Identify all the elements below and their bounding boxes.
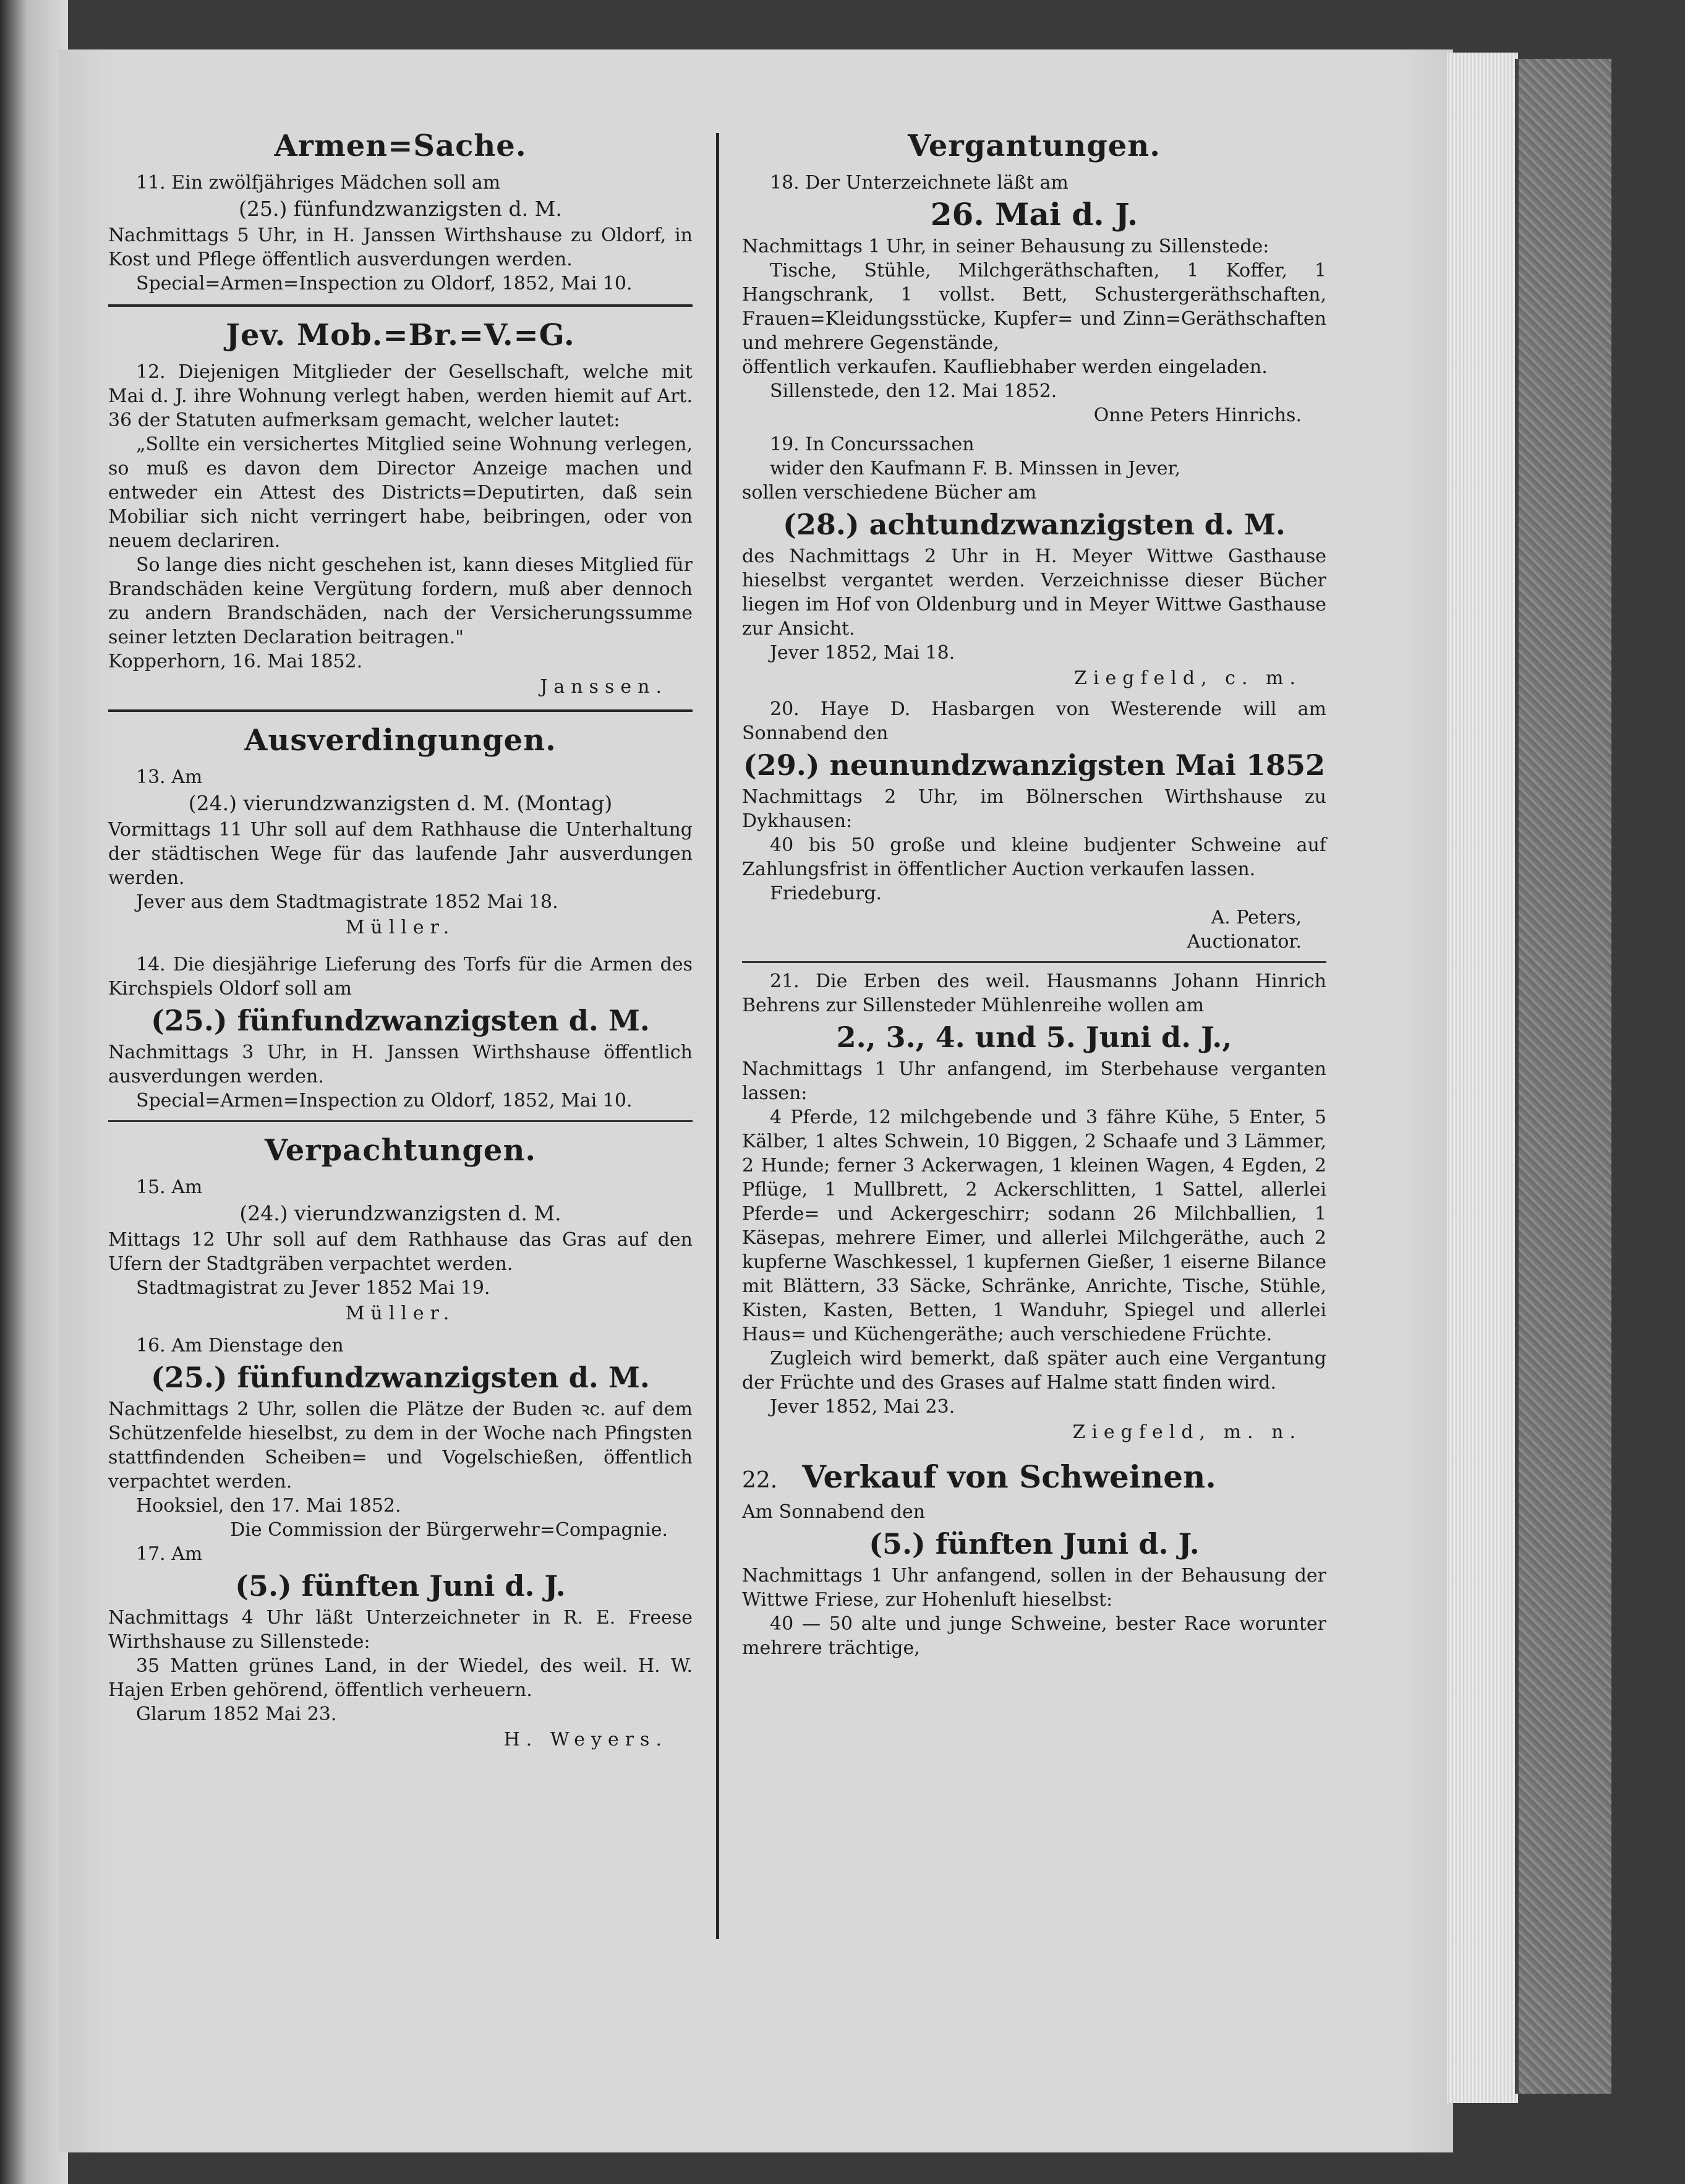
- notice-20-date: (29.) neunundzwanzigsten Mai 1852: [743, 748, 1326, 782]
- notice-17-date: (5.) fünften Juni d. J.: [235, 1569, 566, 1603]
- notice-21-date: 2., 3., 4. und 5. Juni d. J.,: [836, 1021, 1232, 1054]
- notice-21-items: 4 Pferde, 12 milchgebende und 3 fähre Kühe, 5 Enter, 5 Kälber, 1 altes Schwein, 10 Biggen, 2 Schaafe und 3 Lämmer, 2 Hunde; ferner 3 Ackerwagen, 1 kleinen Wagen, 4 Egden, 2 Pflüge, 1 Mullbrett, 2 Ackerschlitten, 1 Sattel, allerlei Pferde= und Ackergeschirr; sodann 26 Milchballien, 1 Käsepas, mehrere Eimer, und allerlei Milchgeräthe, auch 2 kupferne Waschkessel, 1 kupfernen Gießer, 1 eiserne Bilance mit Blättern, 33 Säcke, Schränke, Anrichte, Tische, Stühle, Kisten, Kasten, Betten, 1 Wanduhr, Spiegel und allerlei Haus= und Küchengeräthe; auch verschiedene Früchte.: [742, 1107, 1326, 1345]
- section-rule: [108, 304, 693, 307]
- notice-12-intro: 12. Diejenigen Mitglieder der Gesellschaft, welche mit Mai d. J. ihre Wohnung verlegt haben, werden hiemit auf Art. 36 der Statuten aufmerksam gemacht, welcher lautet:: [108, 361, 693, 431]
- section-heading-ausverdingungen: Ausverdingungen.: [244, 723, 557, 758]
- notice-14-body: Nachmittags 3 Uhr, in H. Janssen Wirthshause öffentlich ausverdungen werden.: [108, 1042, 693, 1087]
- section-rule: [108, 1120, 693, 1122]
- notice-17-items: 35 Matten grünes Land, in der Wiedel, des weil. H. W. Hajen Erben gehörend, öffentlich verheuern.: [108, 1655, 693, 1701]
- notice-14-intro: 14. Die diesjährige Lieferung des Torfs für die Armen des Kirchspiels Oldorf soll am: [108, 954, 693, 1000]
- notice-16-signature: Die Commission der Bürgerwehr=Compagnie.: [230, 1519, 668, 1541]
- notice-20-items: 40 bis 50 große und kleine budjenter Schweine auf Zahlungsfrist in öffentlicher Auction verkaufen lassen.: [742, 834, 1326, 880]
- notice-19-case: wider den Kaufmann F. B. Minssen in Jever,: [770, 458, 1181, 479]
- notice-19-body: des Nachmittags 2 Uhr in H. Meyer Wittwe Gasthause hieselbst vergantet werden. Verzeichnisse dieser Bücher liegen im Hof von Oldenburg und in Meyer Wittwe Gasthause zur Ansicht.: [742, 546, 1326, 640]
- notice-20-intro: 20. Haye D. Hasbargen von Westerende will am Sonnabend den: [742, 698, 1326, 744]
- notice-17-signature: H. Weyers.: [503, 1729, 668, 1750]
- section-heading-vergantungen: Vergantungen.: [908, 129, 1161, 163]
- section-rule: [108, 709, 693, 712]
- notice-18-body: Nachmittags 1 Uhr, in seiner Behausung zu Sillenstede:: [742, 236, 1269, 257]
- notice-13-signature: Müller.: [345, 917, 456, 938]
- notice-11-intro: 11. Ein zwölfjähriges Mädchen soll am: [136, 172, 501, 194]
- notice-22-items: 40 — 50 alte und junge Schweine, bester Race worunter mehrere trächtige,: [742, 1613, 1326, 1659]
- notice-21-intro: 21. Die Erben des weil. Hausmanns Johann Hinrich Behrens zur Sillensteder Mühlenreihe wollen am: [742, 970, 1326, 1016]
- notice-21-note: Zugleich wird bemerkt, daß später auch eine Vergantung der Früchte und des Grases auf Halme statt finden wird.: [742, 1348, 1326, 1394]
- book-cover: [1515, 59, 1611, 2094]
- notice-18-date: 26. Mai d. J.: [930, 196, 1138, 233]
- notice-16-body: Nachmittags 2 Uhr, sollen die Plätze der Buden ꝛc. auf dem Schützenfelde hieselbst, zu dem in der Woche nach Pfingsten stattfindenden Scheiben= und Vogelschießen, öffentlich verpachtet werden.: [108, 1398, 693, 1492]
- notice-11-signature: Special=Armen=Inspection zu Oldorf, 1852, Mai 10.: [136, 273, 633, 294]
- notice-18-signature: Onne Peters Hinrichs.: [1093, 405, 1302, 426]
- notice-22-body: Nachmittags 1 Uhr anfangend, sollen in der Behausung der Wittwe Friese, zur Hohenluft hieselbst:: [742, 1565, 1326, 1611]
- notice-15-place-date: Stadtmagistrat zu Jever 1852 Mai 19.: [136, 1277, 490, 1299]
- notice-19-books: sollen verschiedene Bücher am: [742, 482, 1037, 503]
- section-rule: [742, 961, 1326, 963]
- notice-22-number: 22.: [742, 1468, 778, 1493]
- notice-13-date: (24.) vierundzwanzigsten d. M. (Montag): [188, 791, 613, 815]
- notice-19-place-date: Jever 1852, Mai 18.: [770, 642, 955, 664]
- notice-18-sale: öffentlich verkaufen. Kaufliebhaber werden eingeladen.: [742, 356, 1268, 378]
- notice-12-quote-1: „Sollte ein versichertes Mitglied seine Wohnung verlegen, so muß es davon dem Director Anzeige machen und entweder ein Attest des Districts=Deputirten, daß sein Mobiliar sich nicht verringert habe, beibringen, oder von neuem declariren.: [108, 434, 693, 552]
- notice-16-date: (25.) fünfundzwanzigsten d. M.: [151, 1361, 650, 1394]
- notice-22-intro: Am Sonnabend den: [742, 1501, 926, 1523]
- notice-13-body: Vormittags 11 Uhr soll auf dem Rathhause die Unterhaltung der städtischen Wege für das laufende Jahr ausverdungen werden.: [108, 819, 693, 889]
- notice-19-intro: 19. In Concurssachen: [770, 434, 975, 455]
- notice-15-intro: 15. Am: [136, 1176, 203, 1198]
- section-heading-mobiliar: Jev. Mob.=Br.=V.=G.: [226, 318, 575, 353]
- notice-12-place-date: Kopperhorn, 16. Mai 1852.: [108, 651, 363, 672]
- notice-22-heading-row: [742, 1458, 1326, 1495]
- notice-11-date: (25.) fünfundzwanzigsten d. M.: [239, 197, 562, 221]
- notice-20-signature: A. Peters,: [1211, 907, 1302, 928]
- notice-18-place-date: Sillenstede, den 12. Mai 1852.: [770, 380, 1057, 402]
- book-page-edges: [1447, 53, 1518, 2103]
- notice-17-place-date: Glarum 1852 Mai 23.: [136, 1703, 337, 1725]
- notice-12-quote-2: So lange dies nicht geschehen ist, kann dieses Mitglied für Brandschäden keine Vergütung fordern, muß aber dennoch zu andern Brandschäden, nach der Versicherungssumme seiner letzten Declaration beitragen.": [108, 554, 693, 648]
- notice-14-signature: Special=Armen=Inspection zu Oldorf, 1852, Mai 10.: [136, 1090, 633, 1111]
- notice-15-signature: Müller.: [345, 1303, 456, 1324]
- notice-21-signature: Ziegfeld, m. n.: [1072, 1421, 1302, 1443]
- notice-22-date: (5.) fünften Juni d. J.: [869, 1527, 1200, 1561]
- notice-19-date: (28.) achtundzwanzigsten d. M.: [783, 508, 1286, 541]
- section-heading-armen-sache: Armen=Sache.: [274, 129, 527, 163]
- column-separator: [716, 133, 719, 1939]
- notice-20-body: Nachmittags 2 Uhr, im Bölnerschen Wirthshause zu Dykhausen:: [742, 786, 1326, 832]
- notice-11-body: Nachmittags 5 Uhr, in H. Janssen Wirthshause zu Oldorf, in Kost und Pflege öffentlich ausverdungen werden.: [108, 225, 693, 270]
- right-column: [742, 118, 1326, 1660]
- notice-18-intro: 18. Der Unterzeichnete läßt am: [770, 172, 1069, 194]
- notice-20-place: Friedeburg.: [770, 883, 882, 904]
- notice-21-body: Nachmittags 1 Uhr anfangend, im Sterbehause verganten lassen:: [742, 1058, 1326, 1104]
- notice-21-place-date: Jever 1852, Mai 23.: [770, 1396, 955, 1418]
- notice-17-body: Nachmittags 4 Uhr läßt Unterzeichneter in R. E. Freese Wirthshause zu Sillenstede:: [108, 1607, 693, 1653]
- section-heading-verkauf-schweinen: Verkauf von Schweinen.: [802, 1458, 1216, 1495]
- notice-15-date: (24.) vierundzwanzigsten d. M.: [239, 1201, 561, 1225]
- notice-16-intro: 16. Am Dienstage den: [136, 1335, 344, 1356]
- notice-20-signature-title: Auctionator.: [1187, 931, 1302, 953]
- notice-17-intro: 17. Am: [136, 1543, 203, 1565]
- notice-18-items: Tische, Stühle, Milchgeräthschaften, 1 Koffer, 1 Hangschrank, 1 vollst. Bett, Schustergeräthschaften, Frauen=Kleidungsstücke, Kupfer= und Zinn=Geräthschaften und mehrere Gegenstände,: [742, 260, 1326, 354]
- notice-12-signature: Janssen.: [540, 676, 668, 698]
- left-column: [108, 118, 693, 1754]
- notice-16-place-date: Hooksiel, den 17. Mai 1852.: [136, 1495, 401, 1517]
- notice-15-body: Mittags 12 Uhr soll auf dem Rathhause das Gras auf den Ufern der Stadtgräben verpachtet werden.: [108, 1229, 693, 1275]
- notice-13-intro: 13. Am: [136, 766, 203, 788]
- section-heading-verpachtungen: Verpachtungen.: [264, 1133, 537, 1168]
- notice-13-place-date: Jever aus dem Stadtmagistrate 1852 Mai 18.: [136, 891, 558, 913]
- notice-19-signature: Ziegfeld, c. m.: [1074, 667, 1302, 689]
- scan-shadow-left: [0, 0, 68, 2184]
- notice-14-date: (25.) fünfundzwanzigsten d. M.: [151, 1004, 650, 1037]
